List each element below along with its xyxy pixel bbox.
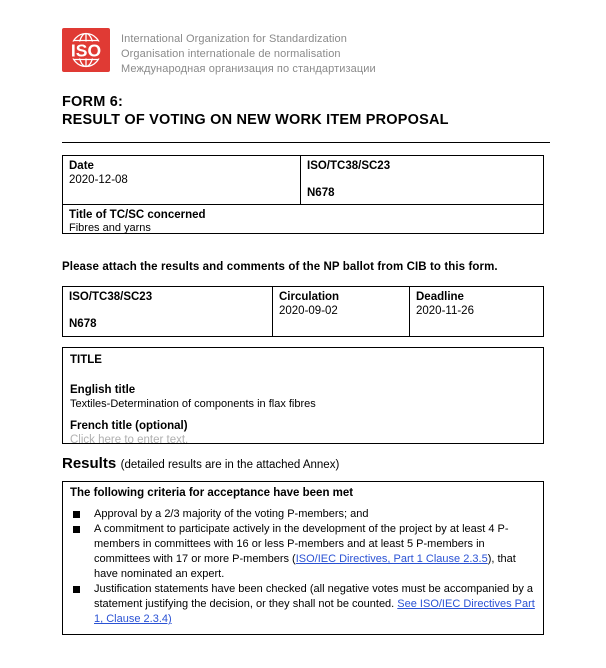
criteria-item-text (94, 582, 536, 627)
date-cell (63, 156, 301, 204)
directives-link-clause-2-3-4[interactable]: See ISO/IEC Directives Part 1, Clause 2.3.4) (94, 598, 535, 625)
date-label: Date (69, 160, 94, 172)
criteria-item-text (94, 522, 536, 582)
date-value: 2020-12-08 (69, 174, 128, 186)
ballot-document-number: N678 (69, 318, 97, 330)
results-heading: Results (62, 455, 117, 472)
criteria-item-text (94, 507, 536, 522)
directives-link-clause-2-3-5[interactable]: ISO/IEC Directives, Part 1 Clause 2.3.5 (295, 553, 488, 565)
criteria-item (70, 507, 536, 522)
logo-line-fr: Organisation internationale de normalisation (121, 48, 341, 60)
logo-line-ru: Международная организация по стандартизации (121, 63, 376, 75)
form-title: RESULT OF VOTING ON NEW WORK ITEM PROPOSAL (62, 111, 449, 128)
tc-title-cell (63, 205, 543, 233)
criteria-heading: The following criteria for acceptance have been met (70, 487, 354, 499)
deadline-date: 2020-11-26 (416, 305, 474, 317)
ballot-committee: ISO/TC38/SC23 (69, 291, 153, 303)
committee-reference: ISO/TC38/SC23 (307, 160, 391, 172)
iso-globe-icon (62, 28, 110, 72)
criteria-item (70, 582, 536, 627)
document-number: N678 (307, 187, 335, 199)
bullet-square-icon (73, 526, 80, 533)
logo-text-block (121, 28, 376, 77)
criteria-item (70, 522, 536, 582)
tc-title-value: Fibres and yarns (69, 222, 151, 234)
deadline-label: Deadline (416, 291, 464, 303)
ballot-reference-cell (63, 287, 273, 336)
iso-logo (62, 28, 110, 72)
tc-title-label: Title of TC/SC concerned (69, 209, 206, 221)
criteria-text-post: ), that have nominated an expert. (94, 553, 516, 580)
circulation-label: Circulation (279, 291, 340, 303)
deadline-cell (410, 287, 543, 336)
attach-note: Please attach the results and comments of the NP ballot from CIB to this form. (62, 261, 498, 273)
bullet-square-icon (73, 586, 80, 593)
criteria-text-pre: Justification statements have been checked (all negative votes must be accompanied by a statement justifying the decision, or they shall not be counted. (94, 583, 534, 610)
results-note: (detailed results are in the attached Annex) (120, 459, 340, 471)
ballot-table (62, 286, 544, 337)
criteria-box (62, 481, 544, 635)
criteria-text-pre: A commitment to participate actively in the development of the project by at least 4 P-members in committees with 16 or less P-members and at least 5 P-members in committees with 17 or more P-members ( (94, 523, 509, 565)
english-title-label: English title (70, 384, 136, 396)
english-title-value: Textiles-Determination of components in flax fibres (70, 398, 316, 410)
reference-cell (301, 156, 543, 204)
logo-mark: ISO (70, 40, 102, 61)
form-number: FORM 6: (62, 94, 124, 110)
circulation-date: 2020-09-02 (279, 305, 338, 317)
title-box-heading: TITLE (70, 354, 102, 366)
french-title-label: French title (optional) (70, 420, 188, 432)
bullet-square-icon (73, 511, 80, 518)
info-table (62, 155, 544, 234)
results-line (62, 455, 544, 473)
logo-row (62, 28, 544, 77)
logo-line-en: International Organization for Standardization (121, 33, 347, 45)
form-heading (62, 94, 544, 129)
title-box (62, 347, 544, 444)
french-title-placeholder[interactable]: Click here to enter text. (70, 434, 189, 446)
criteria-text-pre: Approval by a 2/3 majority of the voting P-members; and (94, 508, 369, 520)
title-rule (62, 142, 550, 143)
circulation-cell (273, 287, 410, 336)
